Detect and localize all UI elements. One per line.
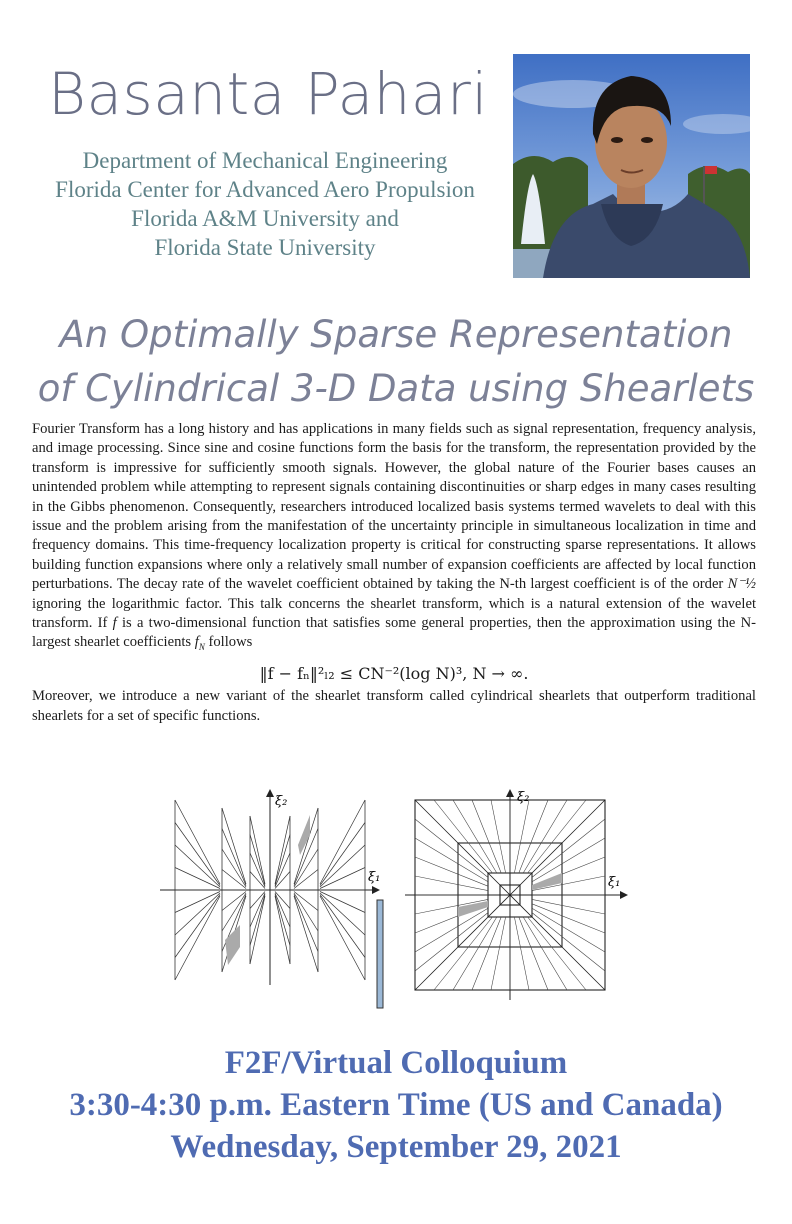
left-bar	[377, 900, 383, 1008]
left-wedge-line	[320, 893, 365, 935]
abstract-paragraph	[32, 420, 756, 658]
left-wedge-line	[250, 893, 265, 927]
cylindrical-shearlet-tiling	[160, 789, 383, 1008]
right-ray	[453, 800, 497, 873]
left-wedge-line	[175, 896, 220, 980]
talk-title-line: of Cylindrical 3-D Data using Shearlets	[37, 367, 755, 410]
affiliation-line: Florida State University	[154, 235, 376, 260]
right-ray	[519, 800, 548, 873]
speaker-name: Basanta Pahari	[48, 60, 488, 128]
left-wedge-line	[320, 823, 365, 886]
right-ray	[491, 800, 506, 873]
left-shaded-tile	[298, 815, 310, 855]
left-wedge-line	[294, 895, 318, 952]
right-ray	[415, 857, 488, 886]
affiliation-line: Florida A&M University and	[131, 206, 399, 231]
right-ray	[453, 917, 497, 990]
left-wedge-line	[175, 868, 220, 889]
right-ray	[514, 917, 529, 990]
classical-shearlet-tiling	[405, 789, 628, 1000]
left-arrow-y	[266, 789, 274, 797]
right-ray	[532, 819, 605, 877]
event-info	[0, 1042, 792, 1168]
right-ray	[434, 800, 492, 873]
right-ray	[532, 838, 605, 882]
abstract-math-f: f	[194, 634, 199, 651]
abstract-text: ignoring the logarithmic factor. This talk concerns the shearlet transform, which is a natural extension of the wavelet transform. If	[32, 595, 756, 632]
right-axis-label-y: ξ₂	[517, 790, 530, 805]
right-ray	[532, 908, 605, 952]
right-ray	[532, 904, 605, 933]
left-wedge-line	[294, 849, 318, 887]
talk-title-line: An Optimally Sparse Representation	[59, 313, 733, 356]
left-wedge-line	[275, 893, 290, 927]
right-ray	[415, 819, 488, 877]
right-ray	[532, 913, 605, 971]
abstract-math	[194, 634, 205, 653]
right-arrow-y	[506, 789, 514, 797]
left-arrow-x	[372, 886, 380, 894]
affiliation-line: Florida Center for Advanced Aero Propulsion	[55, 177, 475, 202]
left-wedge-line	[320, 868, 365, 889]
event-format: F2F/Virtual Colloquium	[224, 1045, 568, 1081]
right-ray	[532, 899, 605, 914]
abstract-text: follows	[208, 634, 253, 651]
abstract-text: Fourier Transform has a long history and has applications in many fields such as signal representation, frequency analysis, and image processing. Since sine and cosine functions form the basis for the transform, the representation provided by the transform is impressive for sufficiently smooth signals. However, the global nature of the Fourier bases causes an unintended problem while attempting to represent signals containing discontinuities or sharp edges in many cases resulting in the Gibbs phenomenon. Consequently, researchers introduced localized basis systems termed wavelets to deal with this issue and the problem arising from the manifestation of the uncertainty principle in simultaneous localization in time and frequency domains. This time-frequency localization property is critical for constructing sparse representations. It allows building function expansions where only a relatively small number of expansion coefficients are affected by local function perturbations. The decay rate of the wavelet coefficient obtained by taking the N-th largest coefficient is of the order	[32, 421, 756, 593]
right-ray	[434, 917, 492, 990]
left-wedge-line	[175, 895, 220, 958]
left-wedge-line	[222, 829, 246, 886]
shearlet-diagrams-svg	[150, 785, 640, 1015]
left-wedge-line	[320, 895, 365, 958]
abstract-text: is a two-dimensional function that satisfies some general properties, then the approximation using the N-largest shearlet coefficients	[32, 615, 756, 651]
left-wedge-line	[294, 893, 318, 931]
affiliation-line: Department of Mechanical Engineering	[82, 148, 448, 173]
left-wedge-line	[175, 800, 220, 884]
left-wedge-line	[222, 893, 246, 931]
left-wedge-line	[175, 892, 220, 913]
left-wedge-line	[250, 835, 265, 886]
right-ray	[415, 913, 488, 971]
shearlet-diagrams	[150, 785, 640, 1015]
left-wedge-line	[320, 892, 365, 913]
talk-title	[18, 308, 774, 416]
left-axis-label-x: ξ₁	[368, 870, 381, 885]
right-ray	[491, 917, 506, 990]
abstract-math: N⁻½	[727, 576, 756, 593]
abstract-paragraph: Moreover, we introduce a new variant of the shearlet transform called cylindrical shearlets that outperform traditional shearlets for a set of specific functions.	[32, 688, 756, 724]
left-wedge-line	[320, 845, 365, 887]
right-ray	[523, 917, 567, 990]
right-axis-label-x: ξ₁	[608, 875, 621, 890]
left-wedge-line	[250, 853, 265, 887]
right-ray	[514, 800, 529, 873]
right-ray	[528, 800, 586, 873]
left-shaded-tile	[225, 925, 240, 965]
left-wedge-line	[275, 895, 290, 946]
left-axis-label-y: ξ₂	[275, 794, 288, 809]
left-wedge-line	[250, 895, 265, 946]
abstract	[32, 420, 756, 726]
speaker-affiliation	[20, 146, 510, 262]
left-wedge-line	[175, 893, 220, 935]
abstract-math: f	[112, 615, 117, 632]
speaker-photo	[513, 54, 750, 278]
right-ray	[415, 838, 488, 882]
left-wedge-line	[175, 823, 220, 886]
left-wedge-line	[320, 896, 365, 980]
speaker-photo-illustration	[513, 54, 750, 278]
left-wedge-line	[320, 800, 365, 884]
right-ray	[523, 800, 567, 873]
event-time: 3:30-4:30 p.m. Eastern Time (US and Canada)	[69, 1087, 723, 1123]
approximation-formula: ‖f − fₙ‖²ₗ₂ ≤ CN⁻²(log N)³, N → ∞.	[259, 663, 529, 683]
right-ray	[519, 917, 548, 990]
right-ray	[472, 917, 501, 990]
right-arrow-x	[620, 891, 628, 899]
event-date: Wednesday, September 29, 2021	[170, 1129, 622, 1165]
right-ray	[415, 908, 488, 952]
right-ray	[472, 800, 501, 873]
right-shaded-tile	[458, 901, 488, 917]
left-wedge-line	[275, 853, 290, 887]
right-ray	[415, 876, 488, 891]
right-ray	[528, 917, 586, 990]
left-wedge-line	[222, 849, 246, 887]
left-wedge-line	[275, 835, 290, 886]
left-wedge-line	[175, 845, 220, 887]
abstract-math-sub: N	[198, 642, 205, 653]
